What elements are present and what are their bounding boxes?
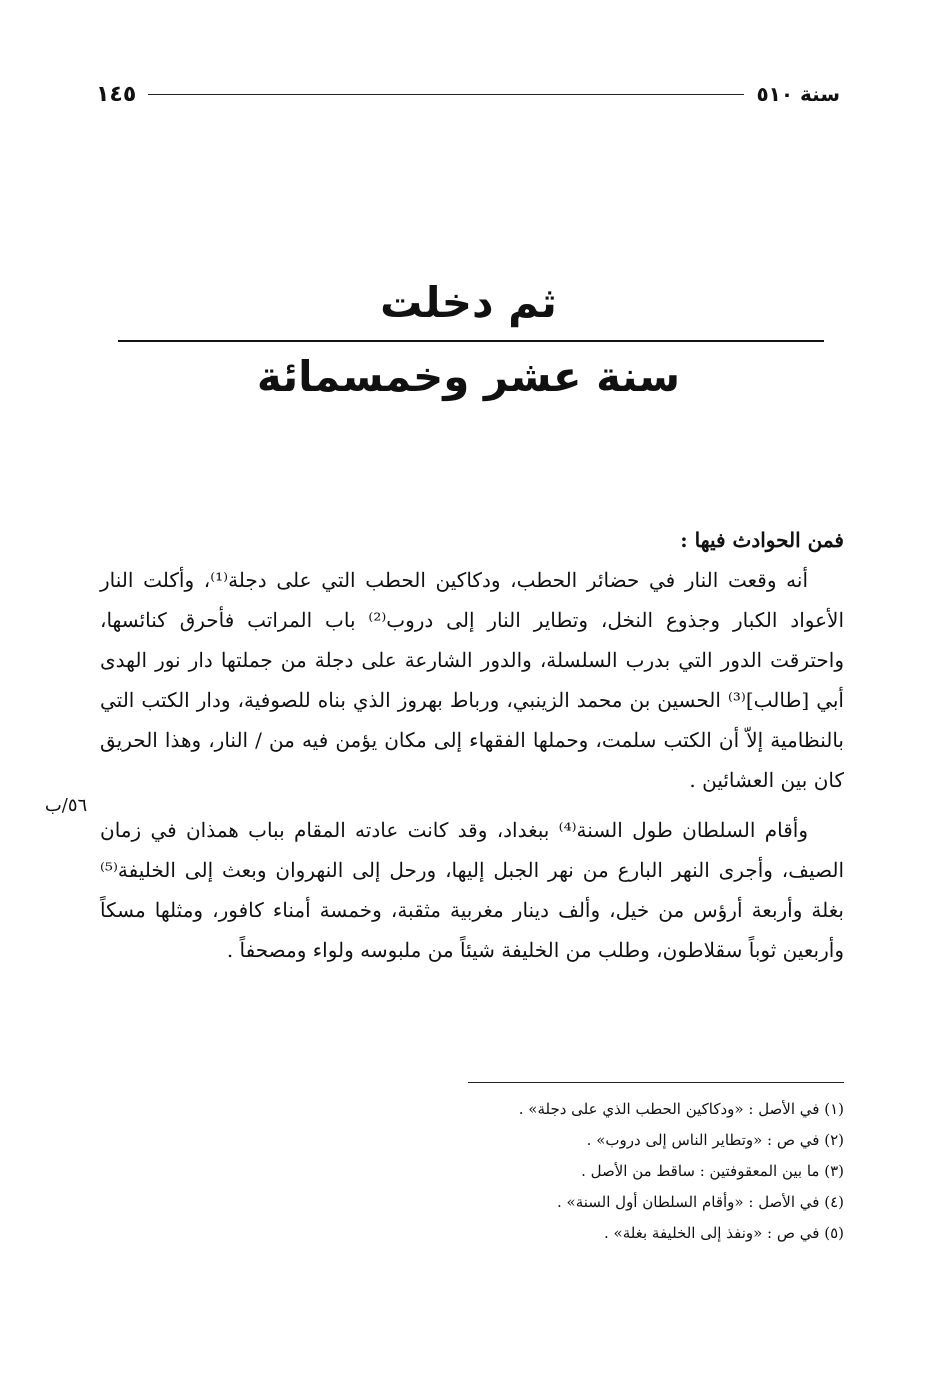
header-rule — [148, 94, 744, 95]
page-number: ١٤٥ — [96, 81, 137, 107]
paragraph-2: وأقام السلطان طول السنة⁽⁴⁾ ببغداد، وقد كانت عادته المقام بباب همذان في زمان الصيف، وأجرى النهر البارع من نهر الجبل إليها، ورحل إلى النهروان وبعث إلى الخليفة⁽⁵⁾ بغلة وأربعة أرؤس من خيل، وألف دينار مغربية مثقبة، وخمسة أمناء كافور، ومثلها مسكاً وأربعين ثوباً سقلاطون، وطلب من الخليفة شيئاً من ملبوسه ولواء ومصحفاً . — [100, 818, 844, 962]
footnotes — [300, 1094, 844, 1249]
chapter-heading-line2: سنة عشر وخمسمائة — [256, 352, 681, 401]
running-header — [96, 76, 840, 112]
paragraph-1: أنه وقعت النار في حضائر الحطب، ودكاكين الحطب التي على دجلة⁽¹⁾، وأكلت النار الأعواد الكبار وجذوع النخل، وتطاير النار إلى دروب⁽²⁾ باب المراتب فأحرق كنائسها، واحترقت الدور التي بدرب السلسلة، والدور الشارعة على دجلة من جملتها دار نور الهدى أبي [طالب]⁽³⁾ الحسين بن محمد الزينبي، ورباط بهروز الذي بناه للصوفية، ودار الكتب التي بالنظامية إلاّ أن الكتب سلمت، وحملها الفقهاء إلى مكان يؤمن فيه من / النار، وهذا الحريق كان بين العشائين . — [100, 568, 844, 792]
footnote-5: (٥) في ص : «ونفذ إلى الخليفة بغلة» . — [604, 1224, 844, 1242]
manuscript-folio-marker: ٥٦/ب — [44, 795, 88, 816]
footnote-1: (١) في الأصل : «ودكاكين الحطب الذي على دجلة» . — [518, 1100, 844, 1118]
body-text — [100, 520, 844, 970]
footnote-2: (٢) في ص : «وتطاير الناس إلى دروب» . — [586, 1131, 844, 1149]
section-label: فمن الحوادث فيها : — [680, 528, 844, 552]
chapter-heading-line1: ثم دخلت — [380, 278, 557, 327]
running-header-year: سنة ٥١٠ — [756, 82, 840, 106]
footnote-rule — [468, 1082, 844, 1083]
heading-divider — [118, 340, 824, 342]
footnote-3: (٣) ما بين المعقوفتين : ساقط من الأصل . — [581, 1162, 844, 1180]
footnote-4: (٤) في الأصل : «وأقام السلطان أول السنة» . — [557, 1193, 844, 1211]
